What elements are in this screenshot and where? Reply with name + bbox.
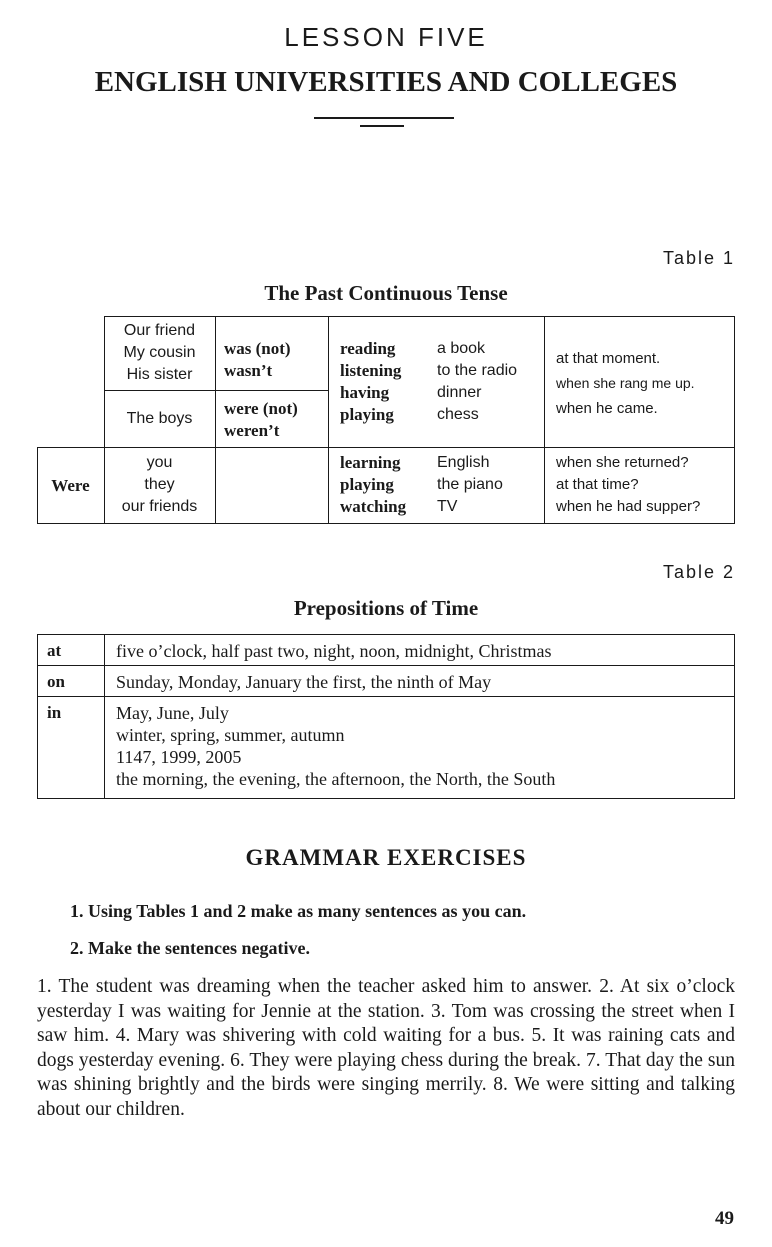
object: TV (437, 498, 458, 515)
object: dinner (437, 384, 482, 401)
subject: Our friend (123, 322, 196, 339)
table2-label: Table 2 (662, 562, 735, 582)
time-phrase: at that moment. (556, 350, 661, 367)
exercise-2-text: 1. The student was dreaming when the teacher asked him to answer. 2. At six o’clock yesterday I was waiting for Jennie at the station. 3. Tom was crossing the street when I saw him. 4. Mary was shivering with cold waiting for a bus. 5. It was raining cats and dogs yesterday evening. 6. They were playing chess during the break. 7. That day the sun was shining brightly and the birds were singing merrily. 8. We were sitting and talking about our children. (37, 976, 735, 1120)
example-line: 1147, 1999, 2005 (116, 747, 242, 767)
section-heading: GRAMMAR EXERCISES (245, 845, 527, 870)
subject: My cousin (123, 344, 196, 361)
subject-list-singular (104, 320, 215, 386)
table2-row-divider (37, 665, 735, 666)
action: watching (340, 497, 407, 516)
example-line: winter, spring, summer, autumn (116, 725, 345, 745)
example-line: the morning, the evening, the afternoon, the North, the South (116, 769, 556, 789)
object: English (437, 454, 490, 471)
subject: His sister (126, 366, 193, 383)
object: chess (437, 406, 479, 423)
page-number: 49 (715, 1208, 734, 1229)
verb-form: weren’t (224, 421, 280, 440)
time-phrase: when she rang me up. (556, 375, 695, 391)
table2-bottom-border (37, 798, 735, 799)
time-phrase: when he came. (556, 400, 658, 417)
time-list (556, 346, 695, 421)
subject: you (146, 454, 173, 471)
lesson-title: ENGLISH UNIVERSITIES AND COLLEGES (94, 66, 678, 98)
object-list (437, 338, 517, 426)
object: the piano (437, 476, 503, 493)
action: reading (340, 339, 396, 358)
preposition-on: on (47, 672, 65, 691)
question-objects (437, 452, 503, 518)
object: a book (437, 340, 486, 357)
object: to the radio (437, 362, 518, 379)
preposition-at: at (47, 641, 62, 660)
question-actions (340, 452, 406, 518)
verb-form: wasn’t (224, 361, 273, 380)
question-times (556, 452, 700, 518)
table2-caption: Prepositions of Time (293, 596, 479, 620)
question-word: Were (51, 476, 90, 495)
table1-row-divider (104, 390, 328, 391)
table2-right-border (734, 634, 735, 798)
table1-col-divider (544, 316, 545, 523)
preposition-at-examples: five o’clock, half past two, night, noon, midnight, Christmas (116, 641, 552, 661)
table1-top-border (104, 316, 735, 317)
action: playing (340, 405, 394, 424)
subject: our friends (121, 498, 198, 515)
time-phrase: at that time? (556, 476, 639, 493)
verb-were (224, 398, 298, 442)
action: playing (340, 475, 394, 494)
title-divider-long (314, 117, 454, 119)
table1-right-border (734, 316, 735, 523)
action: listening (340, 361, 402, 380)
verb-form: were (not) (224, 399, 298, 418)
action-list (340, 338, 401, 426)
action: having (340, 383, 390, 402)
table2-row-divider (37, 696, 735, 697)
table2-top-border (37, 634, 735, 635)
verb-was (224, 338, 291, 382)
time-phrase: when he had supper? (556, 498, 701, 515)
table2-left-border (37, 634, 38, 798)
table1-col-divider (328, 316, 329, 523)
preposition-in: in (47, 703, 62, 722)
table1-col-divider (215, 316, 216, 523)
time-phrase: when she returned? (556, 454, 689, 471)
question-subjects (104, 452, 215, 518)
preposition-on-examples: Sunday, Monday, January the first, the ninth of May (116, 672, 492, 692)
table1-label: Table 1 (662, 248, 735, 268)
action: learning (340, 453, 401, 472)
subject-plural: The boys (126, 410, 193, 427)
table1-bottom-border (37, 523, 735, 524)
table2-col-divider (104, 634, 105, 798)
lesson-number: LESSON FIVE (284, 22, 488, 52)
preposition-in-examples (116, 702, 555, 790)
exercise-2-instruction: 2. Make the sentences negative. (70, 938, 310, 958)
table1-question-divider (37, 447, 735, 448)
subject: they (144, 476, 175, 493)
example-line: May, June, July (116, 703, 229, 723)
title-divider-short (360, 125, 404, 127)
verb-form: was (not) (224, 339, 291, 358)
exercise-1-instruction: 1. Using Tables 1 and 2 make as many sentences as you can. (70, 901, 527, 921)
table1-caption: The Past Continuous Tense (264, 281, 508, 305)
